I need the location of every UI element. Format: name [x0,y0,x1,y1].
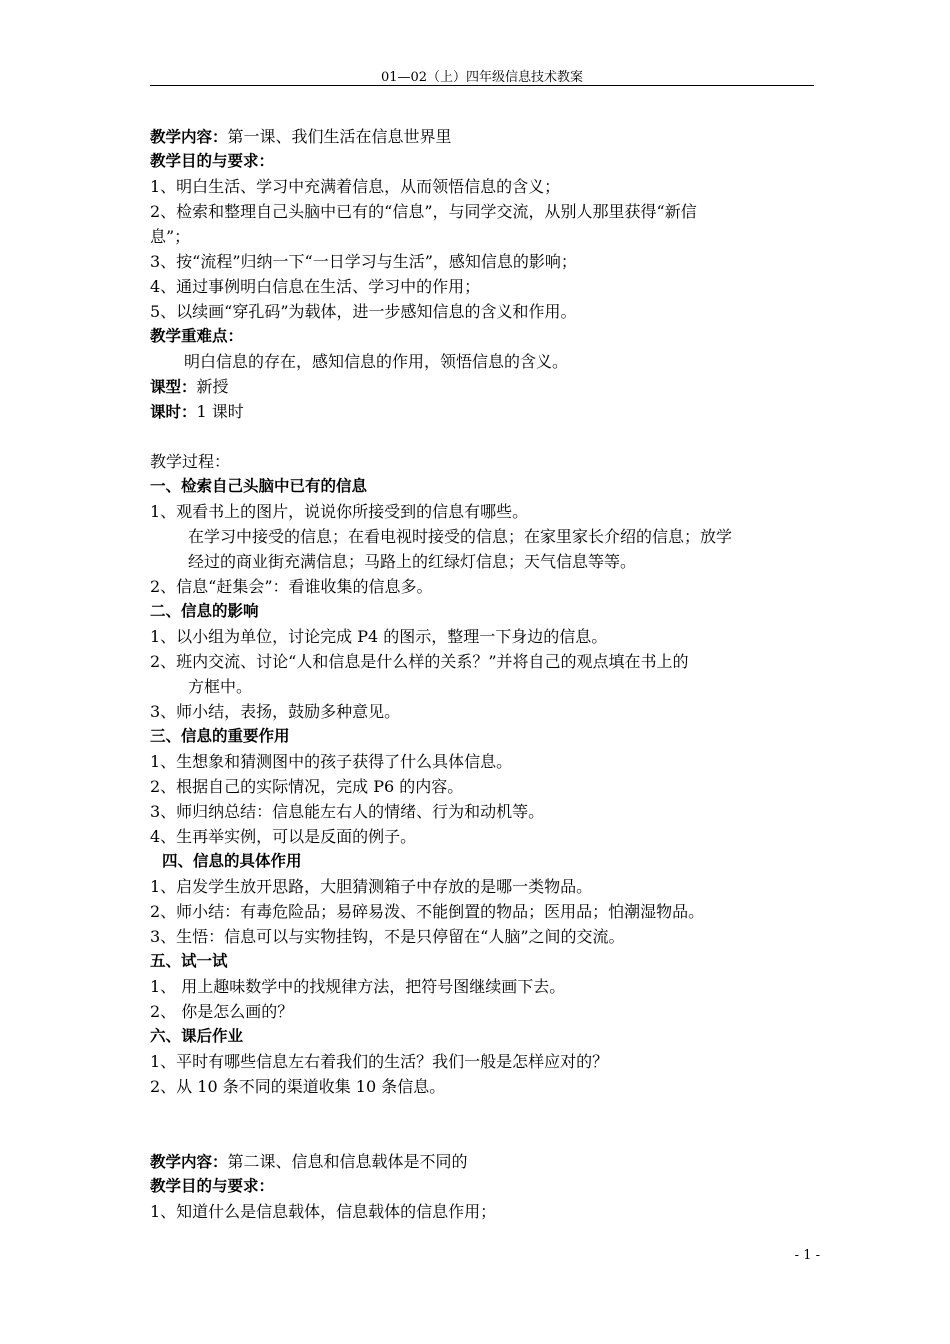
goal-item: 3、按“流程”归纳一下“一日学习与生活”，感知信息的影响； [150,252,577,271]
hours-label: 课时： [150,403,197,421]
section-line: 1、 用上趣味数学中的找规律方法，把符号图继续画下去。 [150,977,566,996]
section-title: 三、信息的重要作用 [150,727,290,745]
goal-item: 5、以续画“穿孔码”为载体，进一步感知信息的含义和作用。 [150,302,577,321]
section-line: 经过的商业街充满信息；马路上的红绿灯信息；天气信息等等。 [188,552,637,571]
section-line: 1、观看书上的图片，说说你所接受到的信息有哪些。 [150,502,529,521]
goals-label: 教学目的与要求： [150,152,275,170]
section-title: 二、信息的影响 [150,602,259,620]
section-line: 2、信息“赶集会”：看谁收集的信息多。 [150,577,433,596]
page-header: 01—02（上）四年级信息技术教案 [380,70,584,85]
section-line: 在学习中接受的信息；在看电视时接受的信息；在家里家长介绍的信息；放学 [188,527,733,546]
section-line: 3、生悟：信息可以与实物挂钩，不是只停留在“人脑”之间的交流。 [150,927,625,946]
goals-label: 教学目的与要求： [150,1177,275,1195]
goal-item: 1、知道什么是信息载体，信息载体的信息作用； [150,1202,497,1221]
section-line: 4、生再举实例，可以是反面的例子。 [150,827,417,846]
content-label: 教学内容： [150,128,228,146]
goal-item: 2、检索和整理自己头脑中已有的“信息”，与同学交流，从别人那里获得“新信 [150,202,697,221]
section-title: 五、试一试 [150,952,228,970]
section-line: 1、启发学生放开思路，大胆猜测箱子中存放的是哪一类物品。 [150,877,593,896]
section-line: 2、师小结：有毒危险品；易碎易泼、不能倒置的物品；医用品；怕潮湿物品。 [150,902,705,921]
content-value: 第二课、信息和信息载体是不同的 [227,1152,468,1171]
difficulty-label: 教学重难点： [150,327,244,345]
spacer [150,1099,814,1149]
lesson2-content [150,1149,814,1174]
section-line: 3、师小结，表扬，鼓励多种意见。 [150,702,401,721]
section-line: 1、平时有哪些信息左右着我们的生活？我们一般是怎样应对的？ [150,1052,609,1071]
type-label: 课型： [150,378,197,396]
section-title: 一、检索自己头脑中已有的信息 [150,477,368,495]
section-line: 方框中。 [188,677,253,696]
difficulty-text: 明白信息的存在，感知信息的作用，领悟信息的含义。 [184,352,569,371]
content-label: 教学内容： [150,1153,228,1171]
goal-item: 1、明白生活、学习中充满着信息，从而领悟信息的含义； [150,177,561,196]
document-body [150,124,814,1224]
section-title: 四、信息的具体作用 [162,852,302,870]
section-line: 3、师归纳总结：信息能左右人的情绪、行为和动机等。 [150,802,545,821]
section-line: 2、班内交流、讨论“人和信息是什么样的关系？”并将自己的观点填在书上的 [150,652,689,671]
hours-value: 1 课时 [196,402,244,421]
section-line: 1、以小组为单位，讨论完成 P4 的图示，整理一下身边的信息。 [150,627,608,646]
section-line: 2、从 10 条不同的渠道收集 10 条信息。 [150,1077,446,1096]
lesson1-content [150,124,814,149]
process-label: 教学过程： [150,452,231,471]
goal-item-continued: 息”； [150,227,191,246]
section-title: 六、课后作业 [150,1027,244,1045]
lesson-hours [150,399,814,424]
content-value: 第一课、我们生活在信息世界里 [227,127,452,146]
spacer [150,424,814,449]
header-rule [150,85,814,86]
page-number: - 1 - [794,1248,820,1263]
type-value: 新授 [196,377,229,396]
goal-item: 4、通过事例明白信息在生活、学习中的作用； [150,277,481,296]
section-line: 2、 你是怎么画的？ [150,1002,294,1021]
section-line: 2、根据自己的实际情况，完成 P6 的内容。 [150,777,464,796]
lesson-type [150,374,814,399]
section-line: 1、生想象和猜测图中的孩子获得了什么具体信息。 [150,752,513,771]
